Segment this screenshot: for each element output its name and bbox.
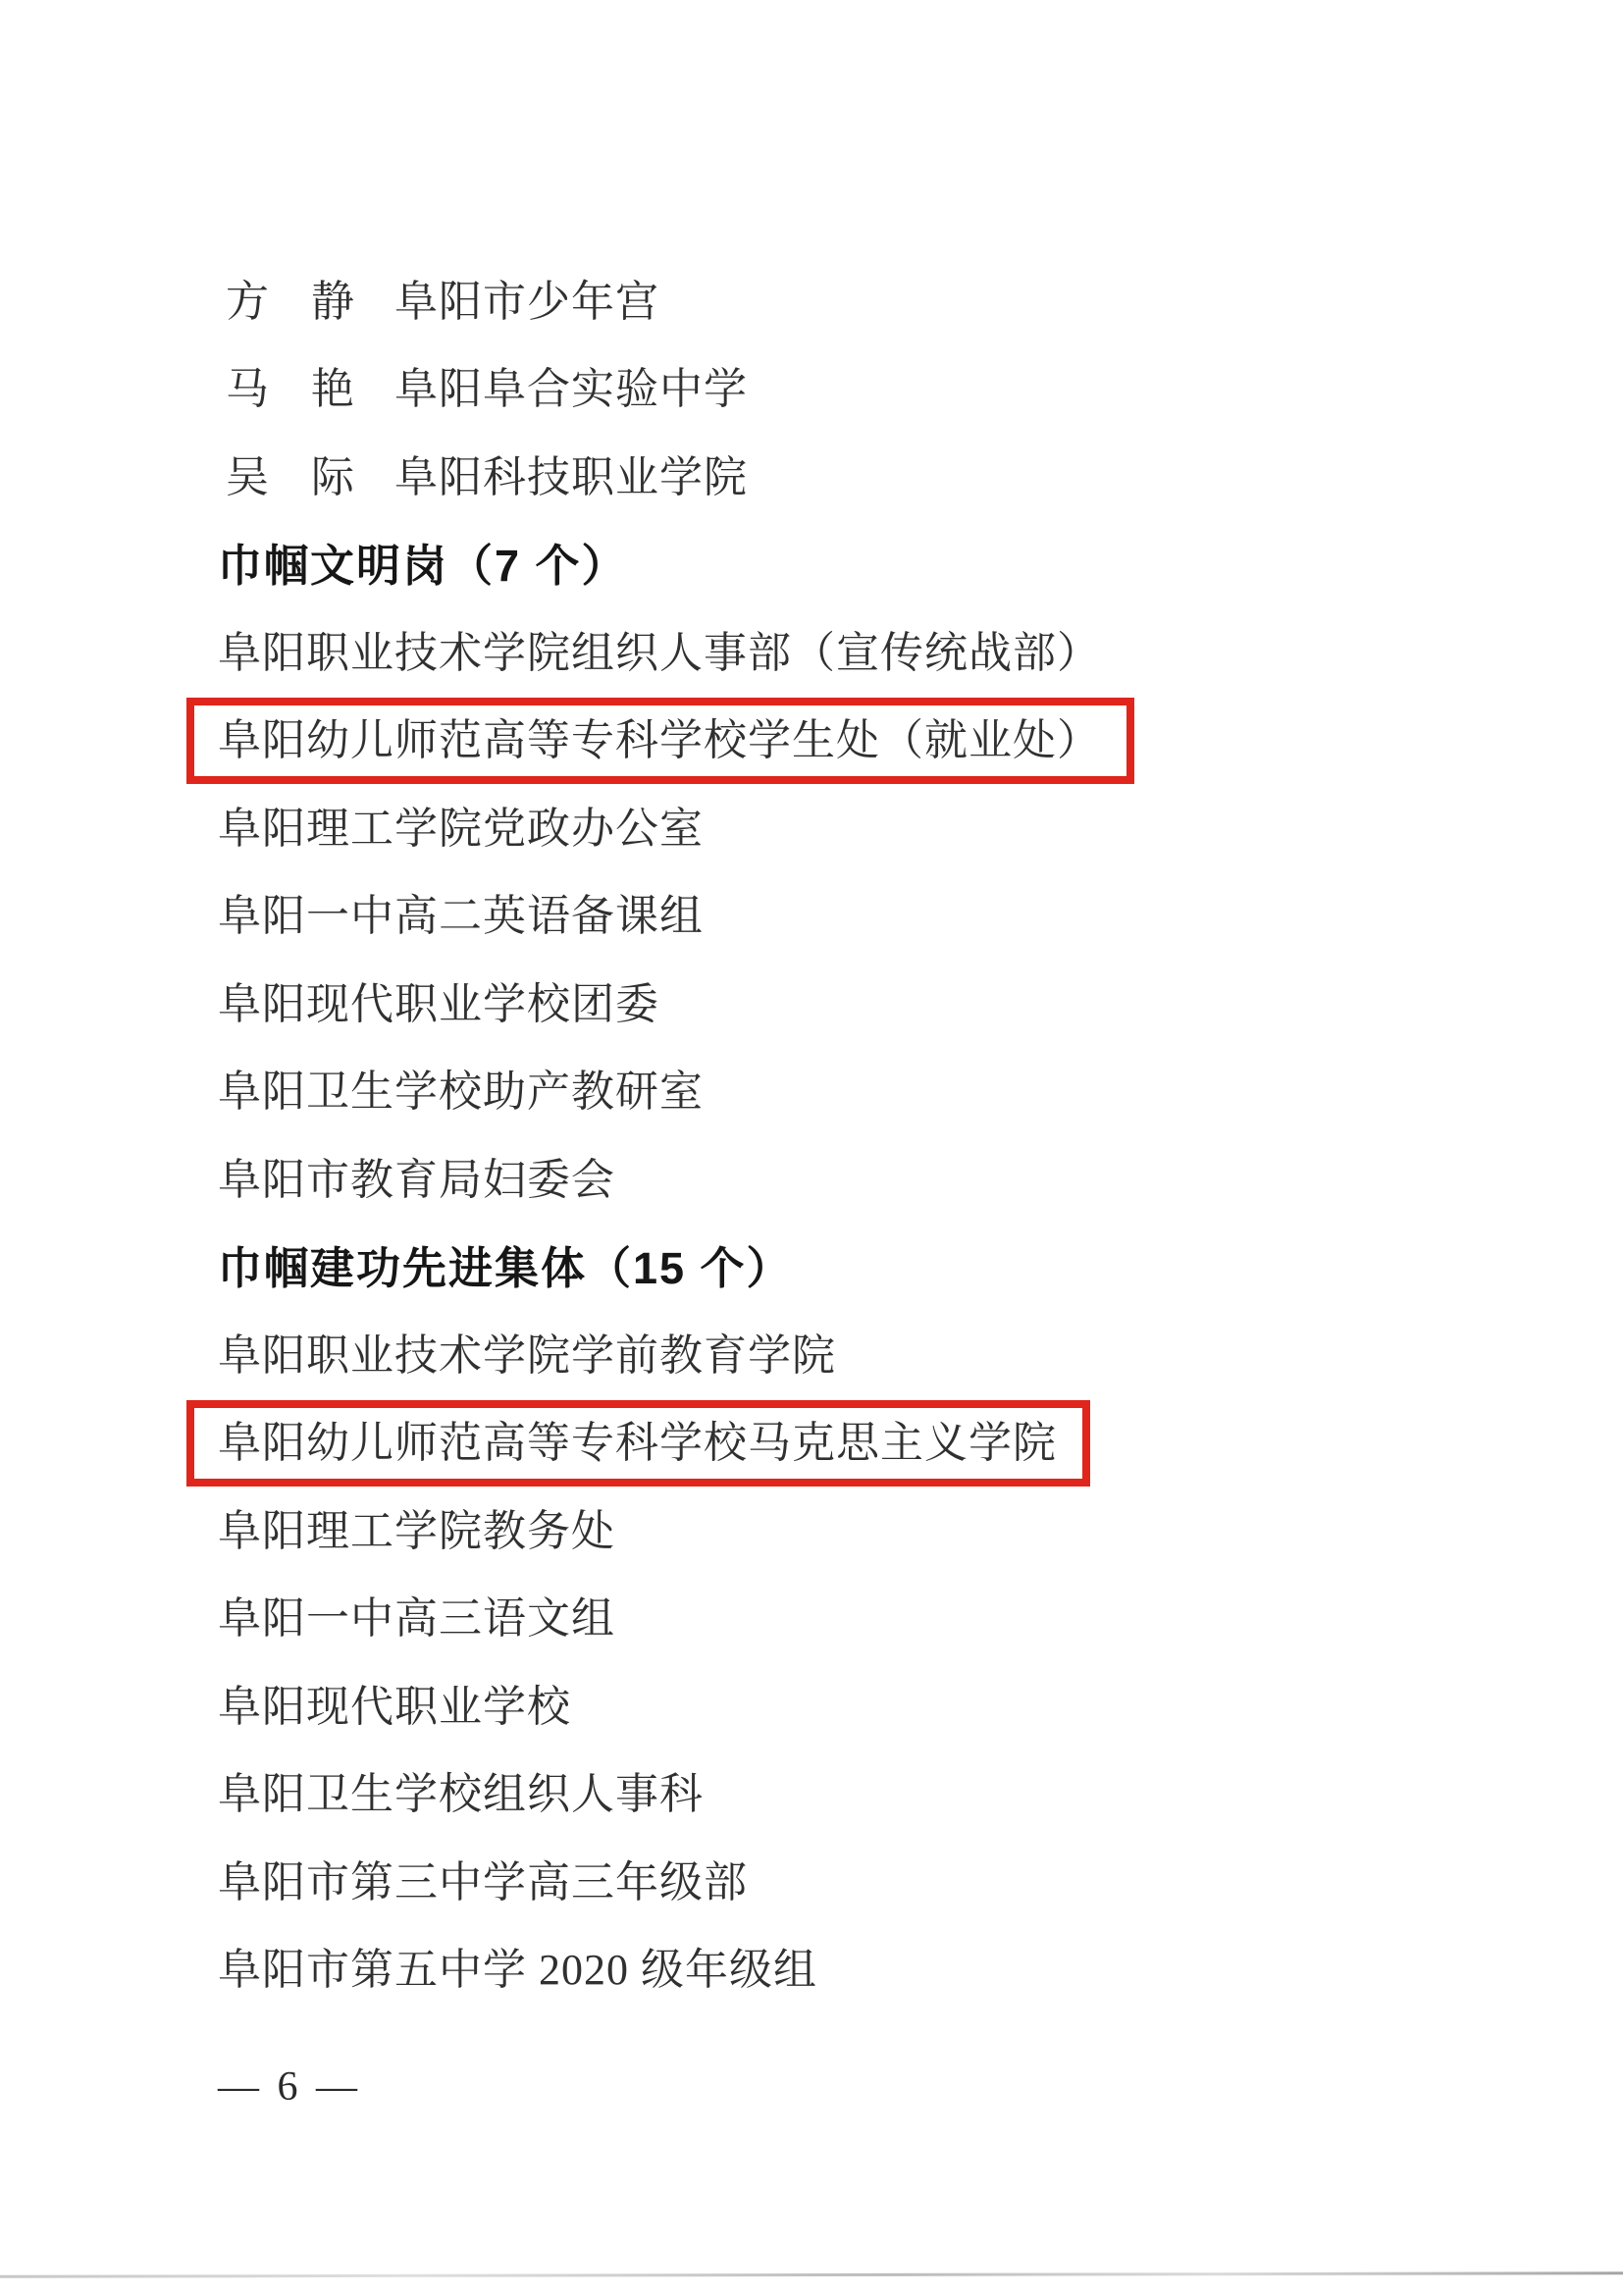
person-name: 方 静 (226, 277, 355, 326)
award-item (218, 961, 1564, 1049)
award-item-label: 阜阳现代职业学校 (218, 1682, 571, 1731)
person-row (218, 346, 1564, 435)
award-item-label: 阜阳理工学院教务处 (218, 1506, 615, 1555)
award-item-label: 阜阳职业技术学院学前教育学院 (218, 1331, 836, 1380)
award-item (218, 785, 1564, 873)
section-heading-label: 巾帼文明岗（7 个） (218, 540, 628, 591)
person-name: 吴 际 (226, 452, 355, 501)
award-item (218, 1136, 1564, 1225)
award-item-label: 阜阳市第三中学高三年级部 (218, 1857, 748, 1906)
red-highlight-box: 阜阳幼儿师范高等专科学校学生处（就业处） (186, 698, 1134, 784)
award-item-highlighted (218, 698, 1564, 786)
award-item (218, 1049, 1564, 1137)
award-item (218, 1312, 1564, 1400)
scan-artifact-line (0, 2271, 1623, 2277)
award-item (218, 1751, 1564, 1840)
document-content (218, 258, 1564, 2132)
person-row (218, 434, 1564, 522)
person-row (218, 258, 1564, 346)
page-number (218, 2044, 1564, 2132)
award-item-label: 阜阳卫生学校组织人事科 (218, 1770, 704, 1819)
award-item (218, 873, 1564, 962)
person-name: 马 艳 (226, 365, 355, 414)
award-item (218, 1839, 1564, 1927)
award-item-label: 阜阳现代职业学校团委 (218, 979, 659, 1028)
award-item-label: 阜阳市教育局妇委会 (218, 1155, 615, 1204)
person-organization: 阜阳阜合实验中学 (394, 365, 748, 414)
section-heading-label: 巾帼建功先进集体（15 个） (218, 1242, 793, 1293)
award-item (218, 609, 1564, 698)
award-item (218, 1487, 1564, 1576)
award-item-highlighted (218, 1400, 1564, 1488)
red-highlight-box: 阜阳幼儿师范高等专科学校马克思主义学院 (186, 1400, 1090, 1487)
award-item (218, 1663, 1564, 1751)
person-organization: 阜阳市少年宫 (394, 277, 659, 326)
award-item-label: 阜阳一中高二英语备课组 (218, 892, 704, 941)
section-heading-advanced-collective (218, 1225, 1564, 1313)
person-organization: 阜阳科技职业学院 (394, 452, 748, 501)
award-item-label: 阜阳职业技术学院组织人事部（宣传统战部） (218, 628, 1101, 677)
award-item (218, 1927, 1564, 2015)
page-number-label: — 6 — (218, 2063, 361, 2110)
award-item-label: 阜阳卫生学校助产教研室 (218, 1068, 704, 1117)
section-heading-civilized-post (218, 522, 1564, 610)
award-item (218, 1576, 1564, 1664)
award-item-label: 阜阳一中高三语文组 (218, 1594, 615, 1644)
award-item-label: 阜阳理工学院党政办公室 (218, 804, 704, 853)
award-item-label: 阜阳市第五中学 2020 级年级组 (218, 1946, 817, 1995)
